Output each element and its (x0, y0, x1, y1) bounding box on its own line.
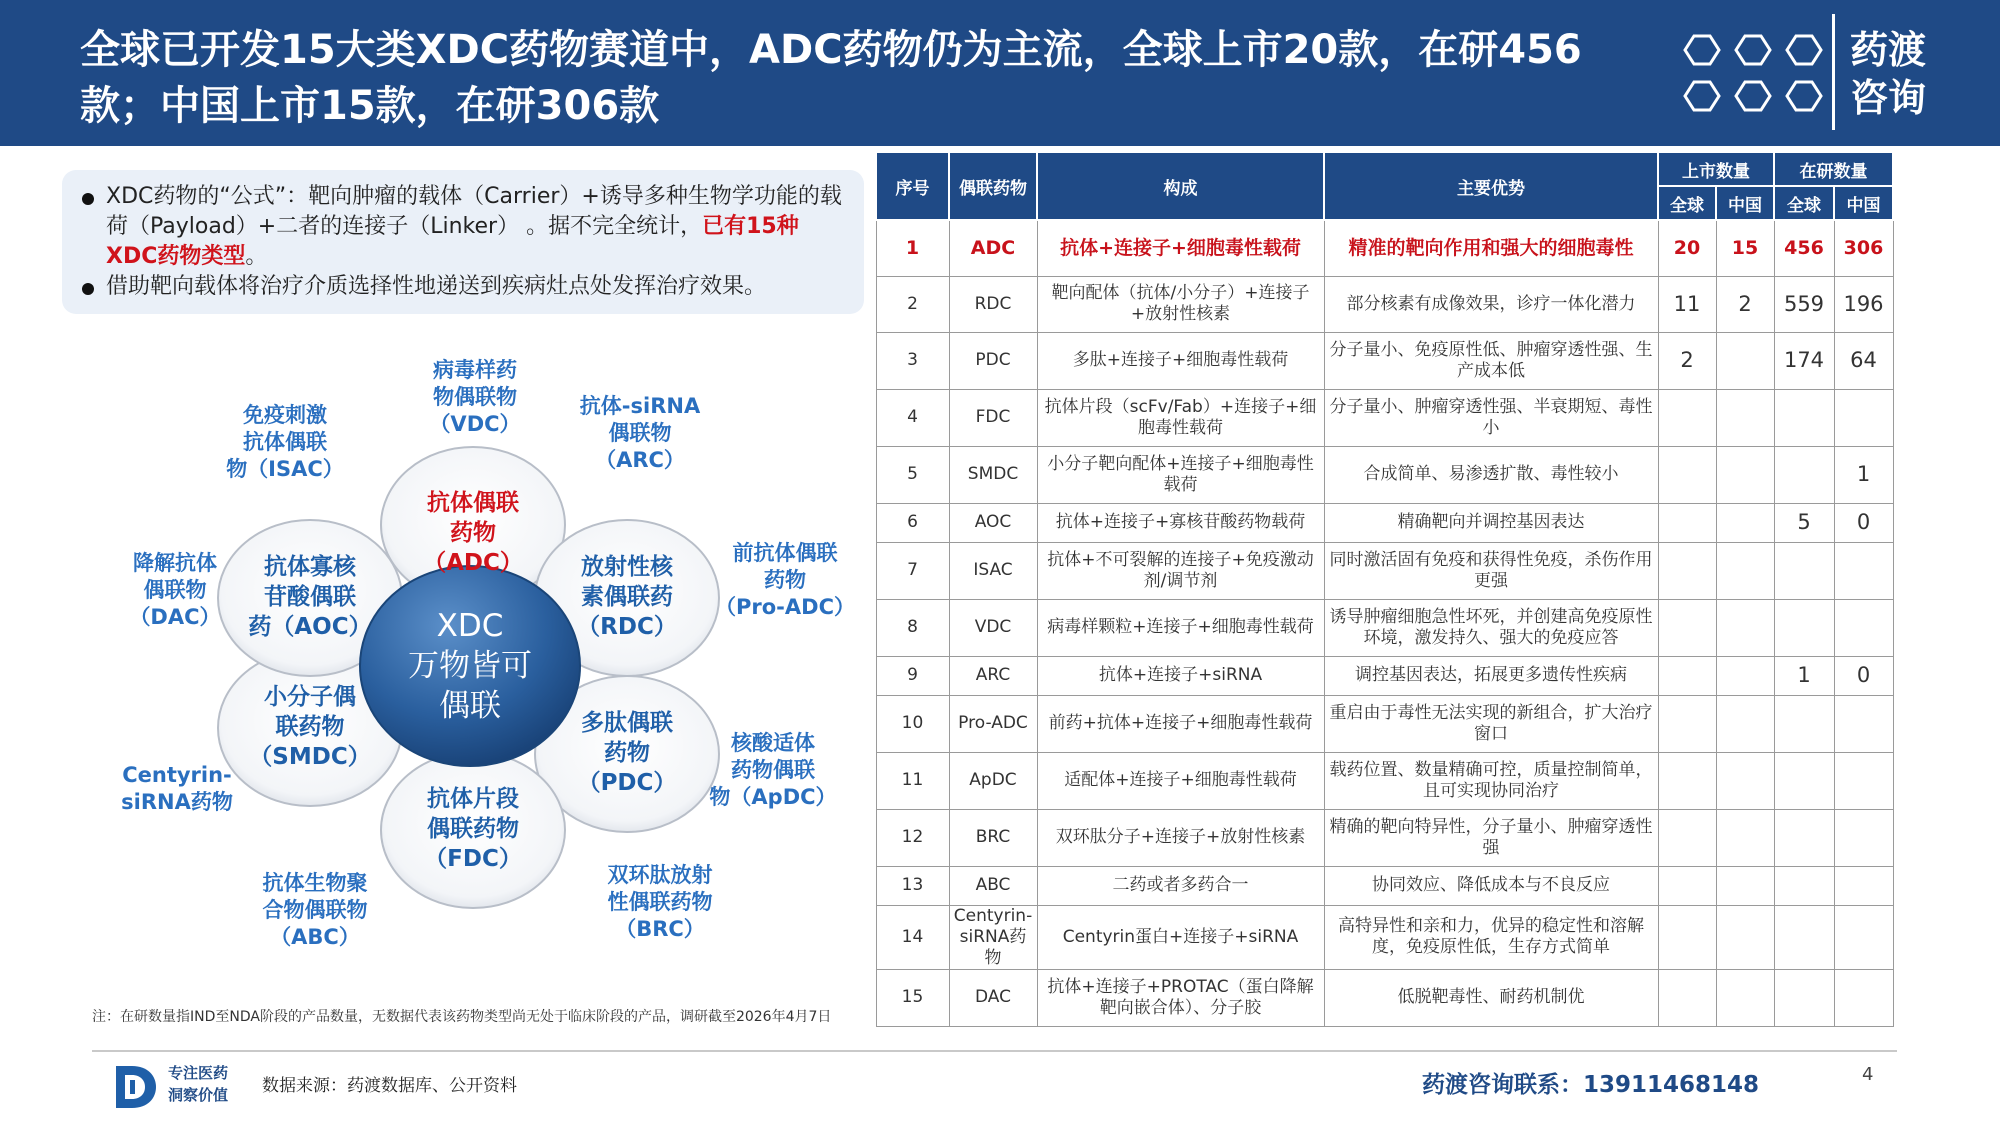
cell-research-global (1774, 905, 1834, 969)
cell-research-china (1834, 599, 1893, 656)
cell-drug: AOC (949, 503, 1037, 542)
cell-composition: 抗体片段（scFv/Fab）+连接子+细胞毒性载荷 (1037, 389, 1324, 446)
outer-label-abc: 抗体生物聚 合物偶联物 （ABC） (262, 871, 368, 949)
cell-research-china: 0 (1834, 503, 1893, 542)
cell-drug: DAC (949, 969, 1037, 1026)
cell-research-china: 1 (1834, 446, 1893, 503)
table-row (876, 656, 1893, 695)
outer-label-isac: 免疫刺激 抗体偶联 物（ISAC） (226, 403, 344, 481)
cell-listed-global (1658, 695, 1716, 752)
intro-box (62, 170, 864, 314)
cell-listed-global (1658, 599, 1716, 656)
cell-drug: RDC (949, 276, 1037, 332)
cell-drug: VDC (949, 599, 1037, 656)
cell-research-global (1774, 752, 1834, 809)
header-bar (0, 0, 2000, 146)
cell-advantage: 重启由于毒性无法实现的新组合，扩大治疗窗口 (1324, 695, 1658, 752)
cell-listed-global (1658, 446, 1716, 503)
cell-research-global (1774, 695, 1834, 752)
header-listed-global: 全球 (1658, 186, 1716, 220)
xdc-table (875, 151, 1894, 1027)
cell-listed-china (1716, 332, 1774, 389)
petal-label-fdc: 抗体片段 偶联药物 （FDC） (424, 786, 522, 872)
cell-research-china (1834, 752, 1893, 809)
cell-composition: 多肽+连接子+细胞毒性载荷 (1037, 332, 1324, 389)
cell-advantage: 分子量小、免疫原性低、肿瘤穿透性强、生产成本低 (1324, 332, 1658, 389)
page-number: 4 (1862, 1064, 1874, 1085)
cell-drug: Pro-ADC (949, 695, 1037, 752)
table-row (876, 809, 1893, 866)
cell-research-global (1774, 599, 1834, 656)
cell-advantage: 精确的靶向特异性，分子量小、肿瘤穿透性强 (1324, 809, 1658, 866)
center-label: XDC 万物皆可 偶联 (408, 608, 532, 724)
table-row (876, 905, 1893, 969)
cell-advantage: 合成简单、易渗透扩散、毒性较小 (1324, 446, 1658, 503)
cell-advantage: 精准的靶向作用和强大的细胞毒性 (1324, 220, 1658, 276)
footer-divider (92, 1050, 1897, 1052)
cell-research-china (1834, 542, 1893, 599)
petal-label-rdc: 放射性核 素偶联药 （RDC） (577, 554, 677, 640)
cell-listed-global: 11 (1658, 276, 1716, 332)
cell-advantage: 同时激活固有免疫和获得性免疫，杀伤作用更强 (1324, 542, 1658, 599)
cell-seq: 4 (876, 389, 949, 446)
cell-advantage: 低脱靶毒性、耐药机制优 (1324, 969, 1658, 1026)
cell-advantage: 精确靶向并调控基因表达 (1324, 503, 1658, 542)
cell-research-global (1774, 809, 1834, 866)
logo-slogan: 专注医药 洞察价值 (168, 1064, 229, 1104)
brand-name: 药渡咨询 (1850, 28, 1927, 120)
cell-seq: 10 (876, 695, 949, 752)
xdc-flower-diagram (60, 330, 880, 1010)
cell-drug: ADC (949, 220, 1037, 276)
outer-label-brc: 双环肽放射 性偶联药物 （BRC） (607, 863, 713, 941)
cell-composition: Centyrin蛋白+连接子+siRNA (1037, 905, 1324, 969)
cell-research-china: 64 (1834, 332, 1893, 389)
cell-composition: 双环肽分子+连接子+放射性核素 (1037, 809, 1324, 866)
cell-seq: 6 (876, 503, 949, 542)
cell-seq: 12 (876, 809, 949, 866)
cell-drug: FDC (949, 389, 1037, 446)
cell-research-global (1774, 866, 1834, 905)
cell-research-china: 0 (1834, 656, 1893, 695)
cell-seq: 15 (876, 969, 949, 1026)
contact-info: 药渡咨询联系：13911468148 (1422, 1072, 1760, 1098)
header-listed: 上市数量 (1658, 152, 1774, 186)
cell-research-china (1834, 809, 1893, 866)
cell-drug: SMDC (949, 446, 1037, 503)
table-row (876, 389, 1893, 446)
cell-listed-china (1716, 503, 1774, 542)
cell-research-global (1774, 389, 1834, 446)
cell-composition: 前药+抗体+连接子+细胞毒性载荷 (1037, 695, 1324, 752)
table-row (876, 599, 1893, 656)
cell-listed-china (1716, 866, 1774, 905)
cell-composition: 抗体+不可裂解的连接子+免疫激动剂/调节剂 (1037, 542, 1324, 599)
cell-composition: 靶向配体（抗体/小分子）+连接子+放射性核素 (1037, 276, 1324, 332)
cell-drug: BRC (949, 809, 1037, 866)
cell-research-global (1774, 542, 1834, 599)
header-research-china: 中国 (1834, 186, 1893, 220)
cell-seq: 3 (876, 332, 949, 389)
cell-listed-global (1658, 969, 1716, 1026)
cell-research-china (1834, 695, 1893, 752)
cell-listed-global: 20 (1658, 220, 1716, 276)
cell-listed-global (1658, 809, 1716, 866)
cell-listed-china (1716, 656, 1774, 695)
cell-research-china (1834, 866, 1893, 905)
cell-composition: 抗体+连接子+寡核苷酸药物载荷 (1037, 503, 1324, 542)
cell-research-global (1774, 969, 1834, 1026)
table-row (876, 446, 1893, 503)
cell-listed-global (1658, 905, 1716, 969)
cell-advantage: 分子量小、肿瘤穿透性强、半衰期短、毒性小 (1324, 389, 1658, 446)
cell-listed-global (1658, 542, 1716, 599)
cell-seq: 8 (876, 599, 949, 656)
cell-seq: 14 (876, 905, 949, 969)
cell-listed-china (1716, 905, 1774, 969)
cell-research-global: 174 (1774, 332, 1834, 389)
cell-composition: 抗体+连接子+PROTAC（蛋白降解靶向嵌合体）、分子胶 (1037, 969, 1324, 1026)
intro-bullet-delivery: 借助靶向载体将治疗介质选择性地递送到疾病灶点处发挥治疗效果。 (76, 272, 850, 302)
table-row (876, 969, 1893, 1026)
cell-composition: 小分子靶向配体+连接子+细胞毒性载荷 (1037, 446, 1324, 503)
cell-advantage: 调控基因表达，拓展更多遗传性疾病 (1324, 656, 1658, 695)
outer-label-centyrin: Centyrin- siRNA药物 (121, 763, 233, 814)
cell-advantage: 诱导肿瘤细胞急性坏死，并创建高免疫原性环境，激发持久、强大的免疫应答 (1324, 599, 1658, 656)
table-row (876, 752, 1893, 809)
data-source: 数据来源：药渡数据库、公开资料 (262, 1076, 517, 1096)
cell-drug: ApDC (949, 752, 1037, 809)
intro-bullet-formula-end: 。 (245, 244, 268, 269)
intro-highlight: 已有15种XDC药物类型 (106, 214, 799, 269)
table-row (876, 220, 1893, 276)
cell-composition: 病毒样颗粒+连接子+细胞毒性载荷 (1037, 599, 1324, 656)
table-row (876, 276, 1893, 332)
cell-drug: ARC (949, 656, 1037, 695)
cell-listed-china (1716, 969, 1774, 1026)
cell-listed-global (1658, 503, 1716, 542)
hexagon-logo-icon (1680, 28, 1830, 118)
cell-listed-china (1716, 752, 1774, 809)
cell-listed-china: 2 (1716, 276, 1774, 332)
intro-bullet-formula-text: XDC药物的“公式”：靶向肿瘤的载体（Carrier）+诱导多种生物学功能的载荷（Payload）+二者的连接子（Linker） 。据不完全统计， (106, 184, 842, 239)
cell-research-global (1774, 446, 1834, 503)
company-logo-icon (110, 1062, 160, 1112)
outer-label-pro-adc: 前抗体偶联 药物 （Pro-ADC） (715, 541, 855, 619)
cell-research-china: 306 (1834, 220, 1893, 276)
cell-seq: 7 (876, 542, 949, 599)
petal-label-smdc: 小分子偶 联药物 （SMDC） (249, 684, 371, 770)
outer-label-apdc: 核酸适体 药物偶联 物（ApDC） (709, 731, 837, 809)
cell-research-china (1834, 389, 1893, 446)
cell-seq: 11 (876, 752, 949, 809)
header-research-global: 全球 (1774, 186, 1834, 220)
cell-advantage: 协同效应、降低成本与不良反应 (1324, 866, 1658, 905)
cell-drug: ISAC (949, 542, 1037, 599)
intro-bullet-formula (76, 182, 850, 272)
header-drug: 偶联药物 (949, 152, 1037, 220)
cell-research-china (1834, 969, 1893, 1026)
table-row (876, 542, 1893, 599)
footnote: 注：在研数量指IND至NDA阶段的产品数量，无数据代表该药物类型尚无处于临床阶段的产品，调研截至2026年4月7日 (92, 1009, 832, 1025)
petal-label-adc: 抗体偶联 药物 （ADC） (423, 490, 523, 576)
cell-composition: 适配体+连接子+细胞毒性载荷 (1037, 752, 1324, 809)
cell-listed-global (1658, 752, 1716, 809)
cell-advantage: 部分核素有成像效果，诊疗一体化潜力 (1324, 276, 1658, 332)
header-composition: 构成 (1037, 152, 1324, 220)
cell-research-global: 456 (1774, 220, 1834, 276)
cell-research-china (1834, 905, 1893, 969)
cell-seq: 5 (876, 446, 949, 503)
cell-listed-global: 2 (1658, 332, 1716, 389)
header-advantage: 主要优势 (1324, 152, 1658, 220)
cell-listed-global (1658, 656, 1716, 695)
table-row (876, 866, 1893, 905)
cell-composition: 二药或者多药合一 (1037, 866, 1324, 905)
cell-seq: 9 (876, 656, 949, 695)
outer-label-vdc: 病毒样药 物偶联物 （VDC） (429, 358, 521, 436)
cell-listed-global (1658, 866, 1716, 905)
outer-label-arc: 抗体-siRNA 偶联物 （ARC） (579, 394, 701, 472)
cell-research-global: 1 (1774, 656, 1834, 695)
cell-listed-china (1716, 695, 1774, 752)
table-row (876, 332, 1893, 389)
cell-listed-global (1658, 389, 1716, 446)
cell-seq: 2 (876, 276, 949, 332)
brand-divider (1832, 14, 1835, 130)
cell-advantage: 高特异性和亲和力，优异的稳定性和溶解度，免疫原性低，生存方式简单 (1324, 905, 1658, 969)
header-research: 在研数量 (1774, 152, 1893, 186)
cell-research-china: 196 (1834, 276, 1893, 332)
cell-composition: 抗体+连接子+siRNA (1037, 656, 1324, 695)
header-listed-china: 中国 (1716, 186, 1774, 220)
cell-listed-china (1716, 599, 1774, 656)
header-seq: 序号 (876, 152, 949, 220)
petal-label-aoc: 抗体寡核 苷酸偶联 药（AOC） (248, 554, 372, 640)
cell-listed-china (1716, 809, 1774, 866)
cell-seq: 1 (876, 220, 949, 276)
cell-listed-china: 15 (1716, 220, 1774, 276)
cell-listed-china (1716, 446, 1774, 503)
page-title: 全球已开发15大类XDC药物赛道中，ADC药物仍为主流，全球上市20款，在研456款；中国上市15款，在研306款 (80, 27, 1582, 129)
table-row (876, 503, 1893, 542)
cell-drug: Centyrin-siRNA药物 (949, 905, 1037, 969)
cell-composition: 抗体+连接子+细胞毒性载荷 (1037, 220, 1324, 276)
outer-label-dac: 降解抗体 偶联物 （DAC） (129, 551, 221, 629)
cell-drug: ABC (949, 866, 1037, 905)
cell-research-global: 559 (1774, 276, 1834, 332)
table-row (876, 695, 1893, 752)
cell-listed-china (1716, 542, 1774, 599)
cell-listed-china (1716, 389, 1774, 446)
cell-seq: 13 (876, 866, 949, 905)
cell-drug: PDC (949, 332, 1037, 389)
cell-advantage: 载药位置、数量精确可控，质量控制简单，且可实现协同治疗 (1324, 752, 1658, 809)
cell-research-global: 5 (1774, 503, 1834, 542)
petal-label-pdc: 多肽偶联 药物 （PDC） (577, 710, 677, 796)
